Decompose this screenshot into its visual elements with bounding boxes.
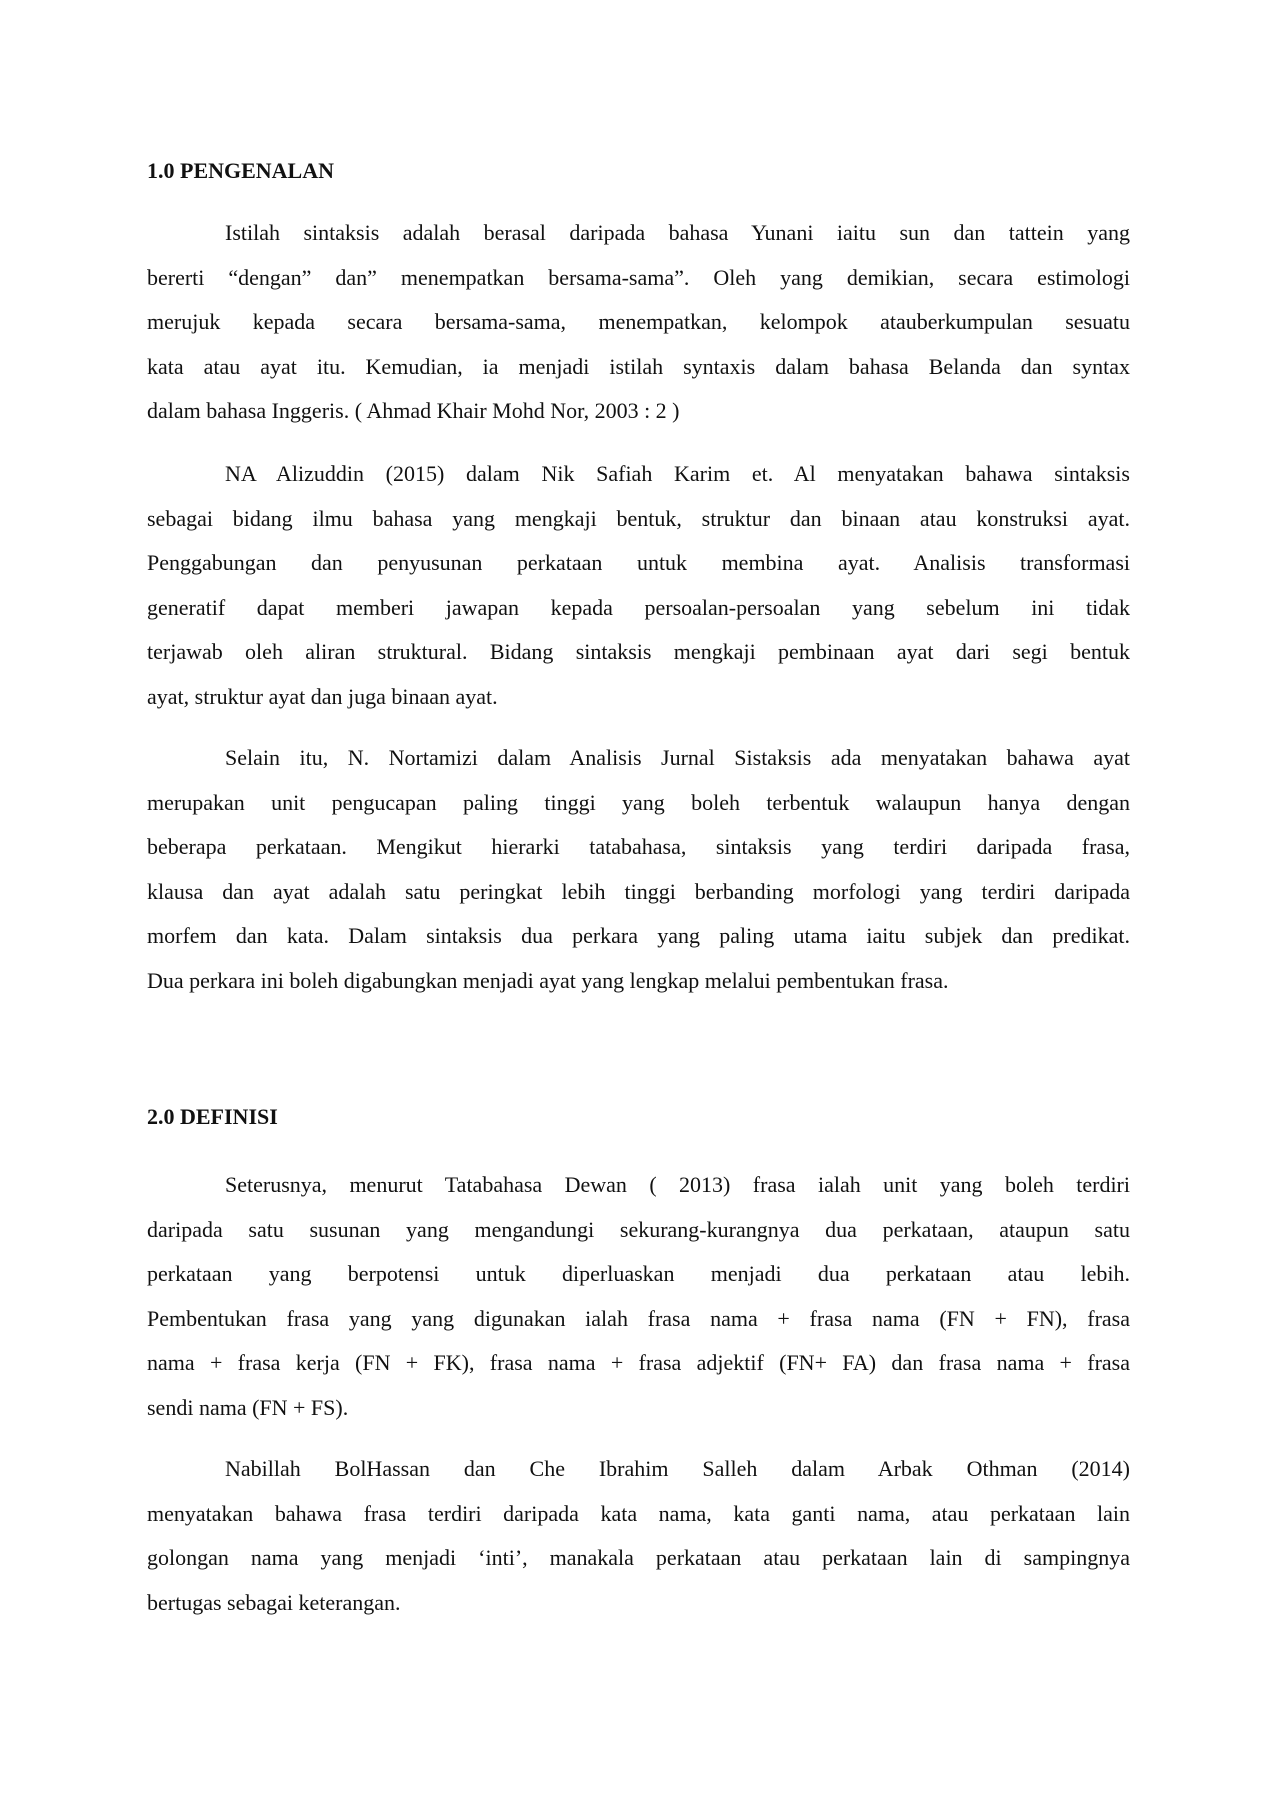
paragraph-line: golongan nama yang menjadi ‘inti’, manakala perkataan atau perkataan lain di sampingnya <box>147 1545 1130 1571</box>
paragraph-line: bererti “dengan” dan” menempatkan bersama-sama”. Oleh yang demikian, secara estimologi <box>147 264 1130 290</box>
paragraph-line: daripada satu susunan yang mengandungi sekurang-kurangnya dua perkataan, ataupun satu <box>147 1216 1130 1242</box>
paragraph <box>147 211 1130 434</box>
paragraph-line: ayat, struktur ayat dan juga binaan ayat. <box>147 683 498 709</box>
paragraph-line: generatif dapat memberi jawapan kepada persoalan-persoalan yang sebelum ini tidak <box>147 594 1130 620</box>
section-heading-pengenalan: 1.0 PENGENALAN <box>147 158 335 183</box>
section-heading-definisi: 2.0 DEFINISI <box>147 1104 278 1129</box>
paragraph-line: Seterusnya, menurut Tatabahasa Dewan ( 2013) frasa ialah unit yang boleh terdiri <box>225 1172 1130 1197</box>
paragraph-line: Dua perkara ini boleh digabungkan menjadi ayat yang lengkap melalui pembentukan frasa. <box>147 967 949 993</box>
paragraph-line: menyatakan bahawa frasa terdiri daripada kata nama, kata ganti nama, atau perkataan lain <box>147 1500 1130 1526</box>
paragraph <box>147 736 1130 1004</box>
paragraph-line: Istilah sintaksis adalah berasal daripada bahasa Yunani iaitu sun dan tattein yang <box>225 220 1130 245</box>
paragraph-line: Penggabungan dan penyusunan perkataan untuk membina ayat. Analisis transformasi <box>147 550 1130 576</box>
paragraph-line: Pembentukan frasa yang yang digunakan ialah frasa nama + frasa nama (FN + FN), frasa <box>147 1305 1130 1331</box>
paragraph <box>147 1163 1130 1431</box>
paragraph-line: nama + frasa kerja (FN + FK), frasa nama + frasa adjektif (FN+ FA) dan frasa nama + frasa <box>147 1350 1130 1376</box>
paragraph-line: beberapa perkataan. Mengikut hierarki tatabahasa, sintaksis yang terdiri daripada frasa, <box>147 834 1130 860</box>
paragraph <box>147 1447 1130 1625</box>
paragraph-line: NA Alizuddin (2015) dalam Nik Safiah Karim et. Al menyatakan bahawa sintaksis <box>225 461 1130 486</box>
paragraph-line: perkataan yang berpotensi untuk diperluaskan menjadi dua perkataan atau lebih. <box>147 1261 1130 1287</box>
paragraph-line: merujuk kepada secara bersama-sama, menempatkan, kelompok atauberkumpulan sesuatu <box>147 309 1130 335</box>
paragraph-line: sendi nama (FN + FS). <box>147 1394 349 1420</box>
paragraph-line: sebagai bidang ilmu bahasa yang mengkaji bentuk, struktur dan binaan atau konstruksi ayat. <box>147 505 1130 531</box>
paragraph-line: merupakan unit pengucapan paling tinggi yang boleh terbentuk walaupun hanya dengan <box>147 789 1130 815</box>
paragraph-line: dalam bahasa Inggeris. ( Ahmad Khair Mohd Nor, 2003 : 2 ) <box>147 398 680 424</box>
paragraph-line: Nabillah BolHassan dan Che Ibrahim Salleh dalam Arbak Othman (2014) <box>225 1456 1130 1481</box>
paragraph-line: Selain itu, N. Nortamizi dalam Analisis Jurnal Sistaksis ada menyatakan bahawa ayat <box>225 745 1130 770</box>
paragraph-line: morfem dan kata. Dalam sintaksis dua perkara yang paling utama iaitu subjek dan predikat. <box>147 923 1130 949</box>
paragraph-line: bertugas sebagai keterangan. <box>147 1589 401 1615</box>
paragraph <box>147 452 1130 720</box>
paragraph-line: kata atau ayat itu. Kemudian, ia menjadi istilah syntaxis dalam bahasa Belanda dan syntax <box>147 353 1130 379</box>
paragraph-line: terjawab oleh aliran struktural. Bidang sintaksis mengkaji pembinaan ayat dari segi bentuk <box>147 639 1130 665</box>
paragraph-line: klausa dan ayat adalah satu peringkat lebih tinggi berbanding morfologi yang terdiri daripada <box>147 878 1130 904</box>
